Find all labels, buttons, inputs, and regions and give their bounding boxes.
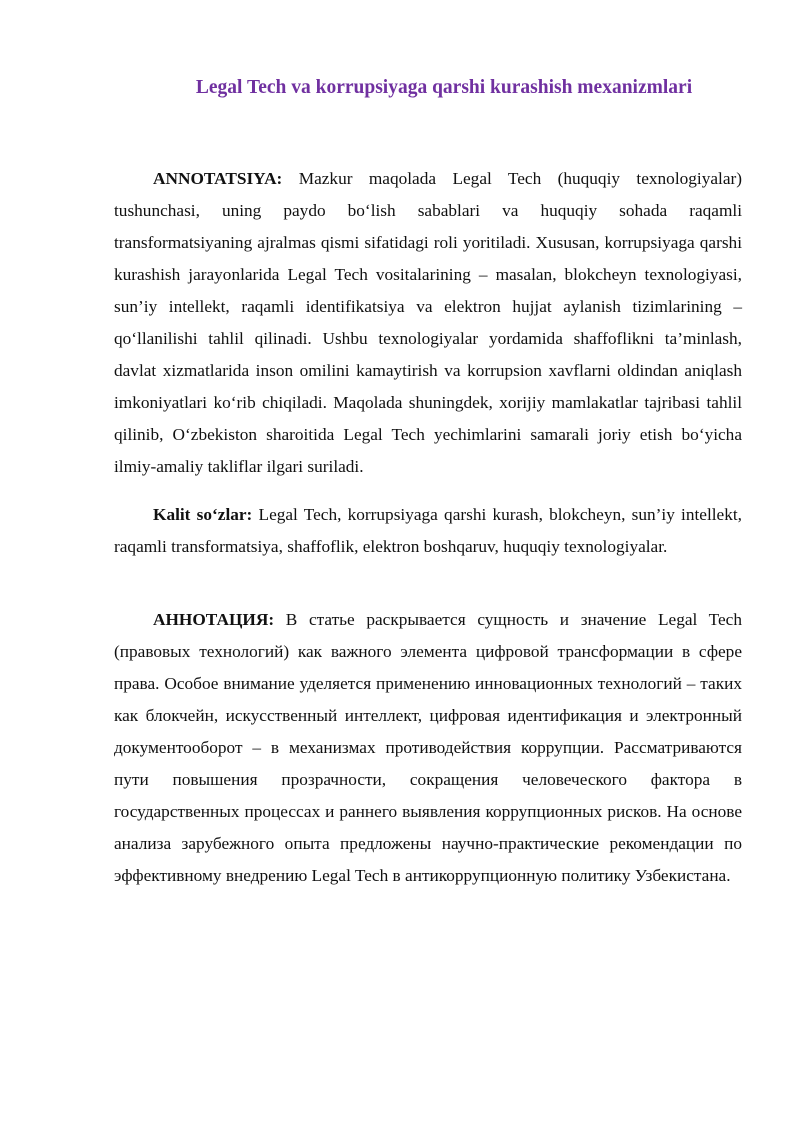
- annotation-uz-block: [114, 163, 742, 483]
- annotation-ru-text: В статье раскрывается сущность и значение Legal Tech (правовых технологий) как важного элемента цифровой трансформации в сфере права. Особое внимание уделяется применению инновационных технологий – таких как блокчейн, искусственный интеллект, цифровая идентификация и электронный документооборот – в механизмах противодействия коррупции. Рассматриваются пути повышения прозрачности, сокращения человеческого фактора в государственных процессах и раннего выявления коррупционных рисков. На основе анализа зарубежного опыта предложены научно-практические рекомендации по эффективному внедрению Legal Tech в антикоррупционную политику Узбекистана.: [114, 610, 742, 886]
- keywords-uz-block: [114, 499, 742, 563]
- annotation-uz-text: Mazkur maqolada Legal Tech (huquqiy texnologiyalar) tushunchasi, uning paydo boʻlish sabablari va huquqiy sohada raqamli transformatsiyaning ajralmas qismi sifatidagi roli yoritiladi. Xususan, korrupsiyaga qarshi kurashish jarayonlarida Legal Tech vositalarining – masalan, blokcheyn texnologiyasi, sun’iy intellekt, raqamli identifikatsiya va elektron hujjat aylanish tizimlarining – qoʻllanilishi tahlil qilinadi. Ushbu texnologiyalar yordamida shaffoflikni ta’minlash, davlat xizmatlarida inson omilini kamaytirish va korrupsion xavflarni oldindan aniqlash imkoniyatlari koʻrib chiqiladi. Maqolada shuningdek, xorijiy mamlakatlar tajribasi tahlil qilinib, Oʻzbekiston sharoitida Legal Tech yechimlarini samarali joriy etish boʻyicha ilmiy-amaliy takliflar ilgari suriladi.: [114, 169, 742, 477]
- keywords-uz-paragraph: [114, 499, 742, 563]
- keywords-uz-text: Legal Tech, korrupsiyaga qarshi kurash, blokcheyn, sun’iy intellekt, raqamli transformatsiya, shaffoflik, elektron boshqaruv, huquqiy texnologiyalar.: [114, 505, 742, 557]
- annotation-ru-label: АННОТАЦИЯ:: [153, 610, 275, 629]
- keywords-uz-label: Kalit soʻzlar:: [153, 505, 253, 524]
- annotation-ru-block: [114, 604, 742, 892]
- annotation-ru-paragraph: [114, 604, 742, 892]
- annotation-uz-paragraph: [114, 163, 742, 483]
- article-title: [0, 73, 800, 103]
- annotation-uz-label: ANNOTATSIYA:: [153, 169, 283, 188]
- article-title-text: Legal Tech va korrupsiyaga qarshi kurashish mexanizmlari: [195, 77, 693, 98]
